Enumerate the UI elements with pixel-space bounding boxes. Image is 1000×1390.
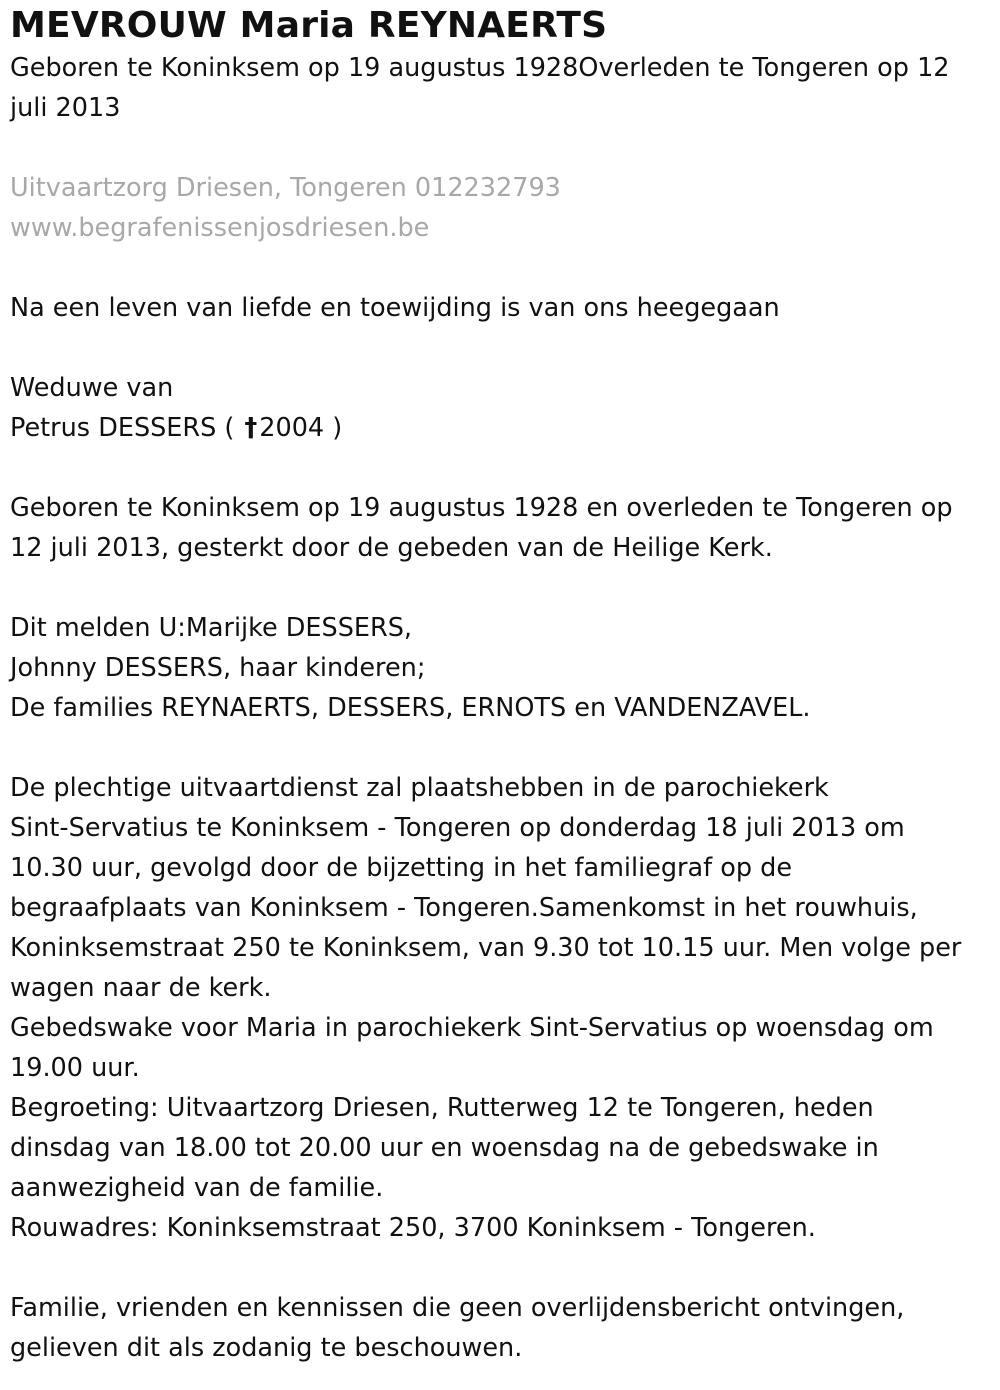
service-line: begraafplaats van Koninksem - Tongeren.Samenkomst in het rouwhuis, <box>10 893 918 923</box>
spacer <box>10 128 990 168</box>
spacer <box>10 448 990 488</box>
widow-info <box>10 368 990 448</box>
service-line: aanwezigheid van de familie. <box>10 1173 384 1203</box>
service-line: Gebedswake voor Maria in parochiekerk Sint-Servatius op woensdag om <box>10 1013 934 1043</box>
spacer <box>10 728 990 768</box>
spacer <box>10 328 990 368</box>
spouse-name: Petrus DESSERS ( <box>10 413 235 443</box>
service-line: 19.00 uur. <box>10 1053 140 1083</box>
birth-death-line: 12 juli 2013, gesterkt door de gebeden van de Heilige Kerk. <box>10 533 773 563</box>
intro-text <box>10 288 990 328</box>
announcers <box>10 608 990 728</box>
header-dates <box>10 48 990 128</box>
service-line: 10.30 uur, gevolgd door de bijzetting in het familiegraf op de <box>10 853 793 883</box>
announcer-line: Dit melden U:Marijke DESSERS, <box>10 613 413 643</box>
widow-label: Weduwe van <box>10 373 174 403</box>
undertaker-info <box>10 168 990 248</box>
service-line: Sint-Servatius te Koninksem - Tongeren op donderdag 18 juli 2013 om <box>10 813 905 843</box>
spacer <box>10 248 990 288</box>
spouse-line <box>10 408 990 448</box>
cross-icon: † <box>244 413 258 443</box>
closing-line: Familie, vrienden en kennissen die geen overlijdensbericht ontvingen, <box>10 1293 905 1323</box>
undertaker-website: www.begrafenissenjosdriesen.be <box>10 213 430 243</box>
service-line: De plechtige uitvaartdienst zal plaatshebben in de parochiekerk <box>10 773 829 803</box>
service-line: dinsdag van 18.00 tot 20.00 uur en woensdag na de gebedswake in <box>10 1133 879 1163</box>
intro-line: Na een leven van liefde en toewijding is van ons heegegaan <box>10 293 780 323</box>
service-line: Rouwadres: Koninksemstraat 250, 3700 Koninksem - Tongeren. <box>10 1213 816 1243</box>
announcer-line: De families REYNAERTS, DESSERS, ERNOTS en VANDENZAVEL. <box>10 693 811 723</box>
spacer <box>10 568 990 608</box>
header-dates-line: Geboren te Koninksem op 19 augustus 1928Overleden te Tongeren op 12 <box>10 53 950 83</box>
service-details <box>10 768 990 1248</box>
service-line: Koninksemstraat 250 te Koninksem, van 9.30 tot 10.15 uur. Men volge per <box>10 933 962 963</box>
closing-text <box>10 1288 990 1368</box>
undertaker-contact: Uitvaartzorg Driesen, Tongeren 012232793 <box>10 173 561 203</box>
header-dates-line: juli 2013 <box>10 93 121 123</box>
birth-death-line: Geboren te Koninksem op 19 augustus 1928 en overleden te Tongeren op <box>10 493 953 523</box>
closing-line: gelieven dit als zodanig te beschouwen. <box>10 1333 523 1363</box>
announcer-line: Johnny DESSERS, haar kinderen; <box>10 653 426 683</box>
spacer <box>10 1248 990 1288</box>
birth-death-text <box>10 488 990 568</box>
spouse-death-year: 2004 ) <box>259 413 343 443</box>
service-line: Begroeting: Uitvaartzorg Driesen, Rutterweg 12 te Tongeren, heden <box>10 1093 874 1123</box>
service-line: wagen naar de kerk. <box>10 973 272 1003</box>
deceased-name-title: MEVROUW Maria REYNAERTS <box>10 5 608 46</box>
